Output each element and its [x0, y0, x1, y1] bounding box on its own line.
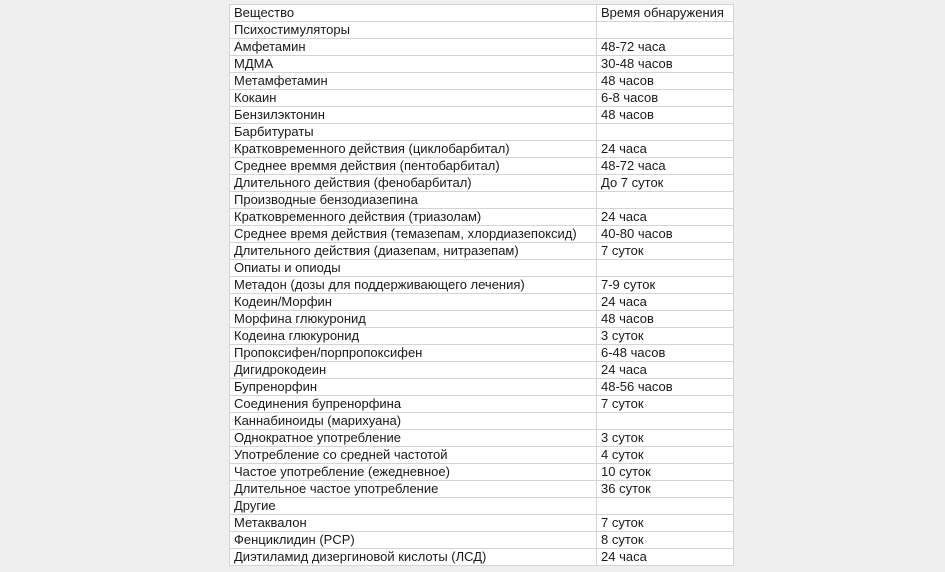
substance-cell: Морфина глюкуронид	[230, 311, 597, 328]
detection-time-cell: 24 часа	[597, 549, 734, 566]
detection-time-cell: 30-48 часов	[597, 56, 734, 73]
detection-time-table-container	[229, 4, 733, 566]
table-row	[230, 362, 734, 379]
table-row	[230, 277, 734, 294]
detection-time-cell	[597, 124, 734, 141]
detection-time-cell: 24 часа	[597, 294, 734, 311]
table-row	[230, 328, 734, 345]
table-row	[230, 243, 734, 260]
substance-cell: Среднее времмя действия (пентобарбитал)	[230, 158, 597, 175]
substance-cell: Длительного действия (фенобарбитал)	[230, 175, 597, 192]
substance-cell: Частое употребление (ежедневное)	[230, 464, 597, 481]
detection-time-cell	[597, 260, 734, 277]
substance-cell: Диэтиламид дизергиновой кислоты (ЛСД)	[230, 549, 597, 566]
detection-time-cell: 40-80 часов	[597, 226, 734, 243]
table-row	[230, 396, 734, 413]
table-row	[230, 107, 734, 124]
substance-cell: Кодеина глюкуронид	[230, 328, 597, 345]
substance-cell: Дигидрокодеин	[230, 362, 597, 379]
table-row	[230, 22, 734, 39]
table-row	[230, 447, 734, 464]
table-row	[230, 73, 734, 90]
table-row	[230, 124, 734, 141]
substance-cell: Соединения бупренорфина	[230, 396, 597, 413]
header-substance: Вещество	[230, 5, 597, 22]
detection-time-cell: 24 часа	[597, 141, 734, 158]
substance-cell: Другие	[230, 498, 597, 515]
table-row	[230, 498, 734, 515]
substance-cell: Кратковременного действия (триазолам)	[230, 209, 597, 226]
table-row	[230, 515, 734, 532]
substance-cell: Амфетамин	[230, 39, 597, 56]
detection-time-cell	[597, 192, 734, 209]
substance-cell: Метаквалон	[230, 515, 597, 532]
table-row	[230, 464, 734, 481]
detection-time-table	[229, 4, 734, 566]
substance-cell: Фенциклидин (PCP)	[230, 532, 597, 549]
detection-time-cell: 48-72 часа	[597, 39, 734, 56]
substance-cell: Каннабиноиды (марихуана)	[230, 413, 597, 430]
detection-time-cell: До 7 суток	[597, 175, 734, 192]
detection-time-cell: 48 часов	[597, 73, 734, 90]
table-row	[230, 56, 734, 73]
detection-time-cell: 48 часов	[597, 107, 734, 124]
substance-cell: Пропоксифен/порпропоксифен	[230, 345, 597, 362]
detection-time-cell: 8 суток	[597, 532, 734, 549]
substance-cell: Бензилэктонин	[230, 107, 597, 124]
detection-time-cell: 6-8 часов	[597, 90, 734, 107]
detection-time-cell: 6-48 часов	[597, 345, 734, 362]
substance-cell: Метадон (дозы для поддерживающего лечения)	[230, 277, 597, 294]
substance-cell: Длительное частое употребление	[230, 481, 597, 498]
table-row	[230, 532, 734, 549]
header-row	[230, 5, 734, 22]
detection-time-cell: 7 суток	[597, 396, 734, 413]
detection-time-cell: 48 часов	[597, 311, 734, 328]
table-row	[230, 209, 734, 226]
detection-time-cell: 36 суток	[597, 481, 734, 498]
substance-cell: Длительного действия (диазепам, нитразепам)	[230, 243, 597, 260]
substance-cell: Психостимуляторы	[230, 22, 597, 39]
table-row	[230, 192, 734, 209]
detection-time-cell	[597, 498, 734, 515]
header-detection-time: Время обнаружения	[597, 5, 734, 22]
substance-cell: Кокаин	[230, 90, 597, 107]
table-row	[230, 158, 734, 175]
detection-time-cell: 48-56 часов	[597, 379, 734, 396]
detection-time-cell	[597, 22, 734, 39]
substance-cell: Метамфетамин	[230, 73, 597, 90]
detection-time-cell: 7 суток	[597, 515, 734, 532]
table-row	[230, 345, 734, 362]
detection-time-cell: 48-72 часа	[597, 158, 734, 175]
table-row	[230, 311, 734, 328]
detection-time-cell: 7 суток	[597, 243, 734, 260]
table-row	[230, 226, 734, 243]
substance-cell: Производные бензодиазепина	[230, 192, 597, 209]
table-row	[230, 90, 734, 107]
detection-time-cell: 3 суток	[597, 430, 734, 447]
detection-time-cell: 3 суток	[597, 328, 734, 345]
table-row	[230, 430, 734, 447]
detection-time-cell: 24 часа	[597, 209, 734, 226]
table-row	[230, 413, 734, 430]
substance-cell: Употребление со средней частотой	[230, 447, 597, 464]
detection-time-cell: 4 суток	[597, 447, 734, 464]
table-row	[230, 260, 734, 277]
detection-time-cell	[597, 413, 734, 430]
substance-cell: Барбитураты	[230, 124, 597, 141]
substance-cell: Однократное употребление	[230, 430, 597, 447]
table-row	[230, 481, 734, 498]
substance-cell: Кодеин/Морфин	[230, 294, 597, 311]
table-row	[230, 39, 734, 56]
detection-time-cell: 24 часа	[597, 362, 734, 379]
substance-cell: Опиаты и опиоды	[230, 260, 597, 277]
table-body	[230, 22, 734, 566]
detection-time-cell: 10 суток	[597, 464, 734, 481]
table-row	[230, 549, 734, 566]
substance-cell: Бупренорфин	[230, 379, 597, 396]
table-row	[230, 379, 734, 396]
table-row	[230, 294, 734, 311]
table-row	[230, 175, 734, 192]
substance-cell: МДМА	[230, 56, 597, 73]
detection-time-cell: 7-9 суток	[597, 277, 734, 294]
table-row	[230, 141, 734, 158]
substance-cell: Среднее время действия (темазепам, хлордиазепоксид)	[230, 226, 597, 243]
substance-cell: Кратковременного действия (циклобарбитал)	[230, 141, 597, 158]
